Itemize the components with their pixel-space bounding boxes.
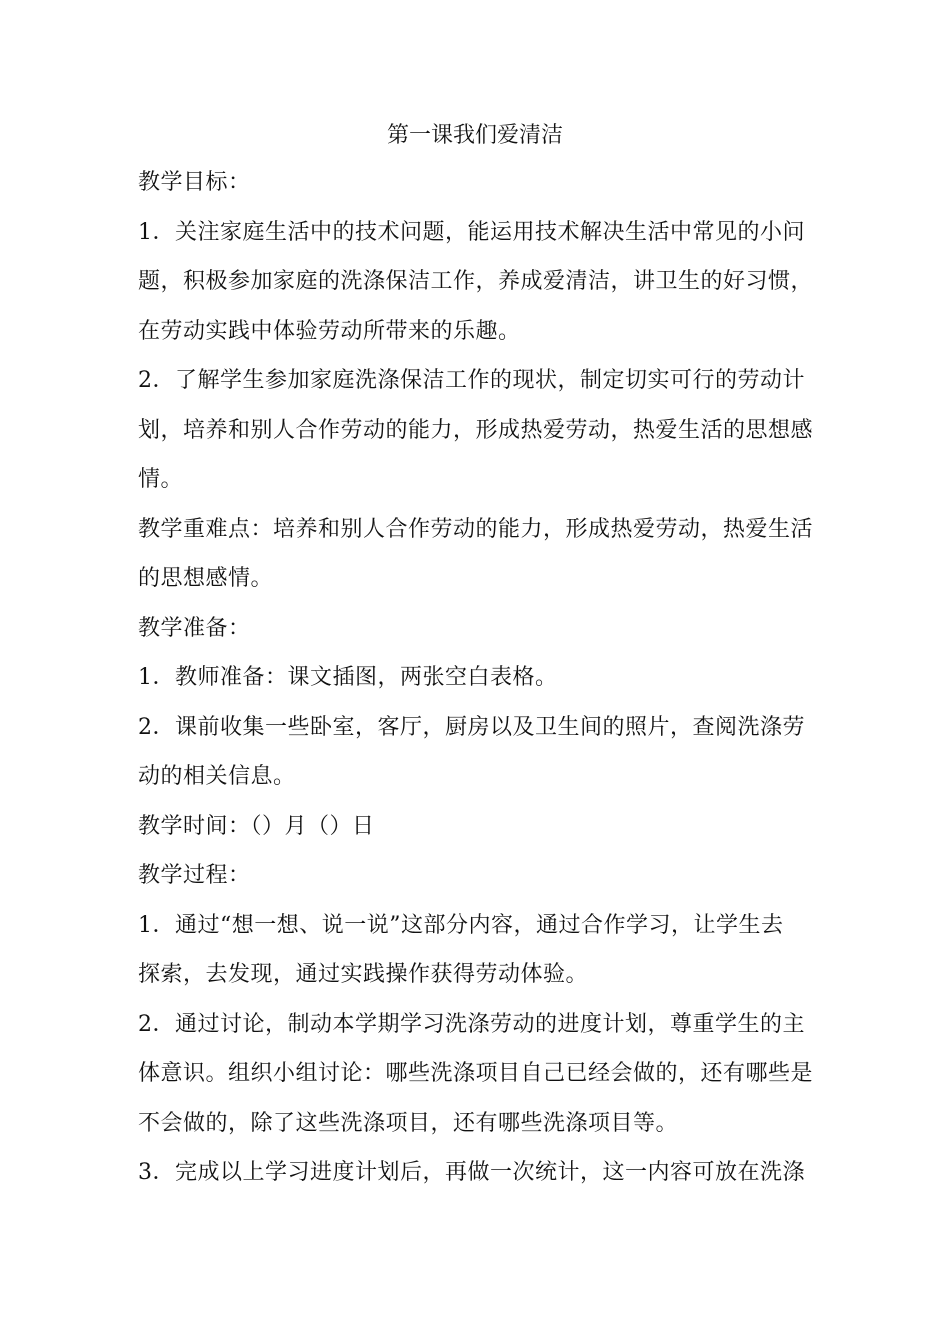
- text-line: 不会做的，除了这些洗涤项目，还有哪些洗涤项目等。: [138, 1110, 679, 1136]
- text-line: 的思想感情。: [138, 566, 274, 591]
- text-line: 体意识。组织小组讨论：哪些洗涤项目自己已经会做的，还有哪些是: [138, 1061, 814, 1086]
- text-line: 1．教师准备：课文插图，两张空白表格。: [138, 665, 558, 690]
- text-line: 教学准备：: [138, 615, 251, 641]
- text-line: 教学重难点：培养和别人合作劳动的能力，形成热爱劳动，热爱生活: [138, 516, 814, 542]
- text-line: 情。: [138, 467, 184, 492]
- text-line: 教学时间：（）月（）日: [138, 813, 375, 839]
- text-line: 探索，去发现，通过实践操作获得劳动体验。: [138, 962, 589, 987]
- text-line: 划，培养和别人合作劳动的能力，形成热爱劳动，热爱生活的思想感: [138, 417, 814, 443]
- text-line: 2．通过讨论，制动本学期学习洗涤劳动的进度计划，尊重学生的主: [138, 1011, 805, 1037]
- text-line: 1．通过“想一想、说一说”这部分内容，通过合作学习，让学生去: [138, 912, 784, 938]
- text-line: 动的相关信息。: [138, 764, 296, 789]
- text-line: 2．了解学生参加家庭洗涤保洁工作的现状，制定切实可行的劳动计: [138, 368, 805, 393]
- text-line: 在劳动实践中体验劳动所带来的乐趣。: [138, 318, 521, 344]
- document-title: 第一课我们爱清洁: [386, 123, 563, 148]
- text-line: 教学目标：: [138, 170, 251, 195]
- text-line: 教学过程：: [138, 863, 251, 888]
- text-line: 题，积极参加家庭的洗涤保洁工作，养成爱清洁，讲卫生的好习惯，: [138, 269, 814, 294]
- text-line: 3．完成以上学习进度计划后，再做一次统计，这一内容可放在洗涤: [138, 1160, 805, 1185]
- text-line: 1．关注家庭生活中的技术问题，能运用技术解决生活中常见的小问: [138, 219, 805, 245]
- document-body: [138, 158, 818, 1198]
- text-line: 2．课前收集一些卧室，客厅，厨房以及卫生间的照片，查阅洗涤劳: [138, 714, 805, 740]
